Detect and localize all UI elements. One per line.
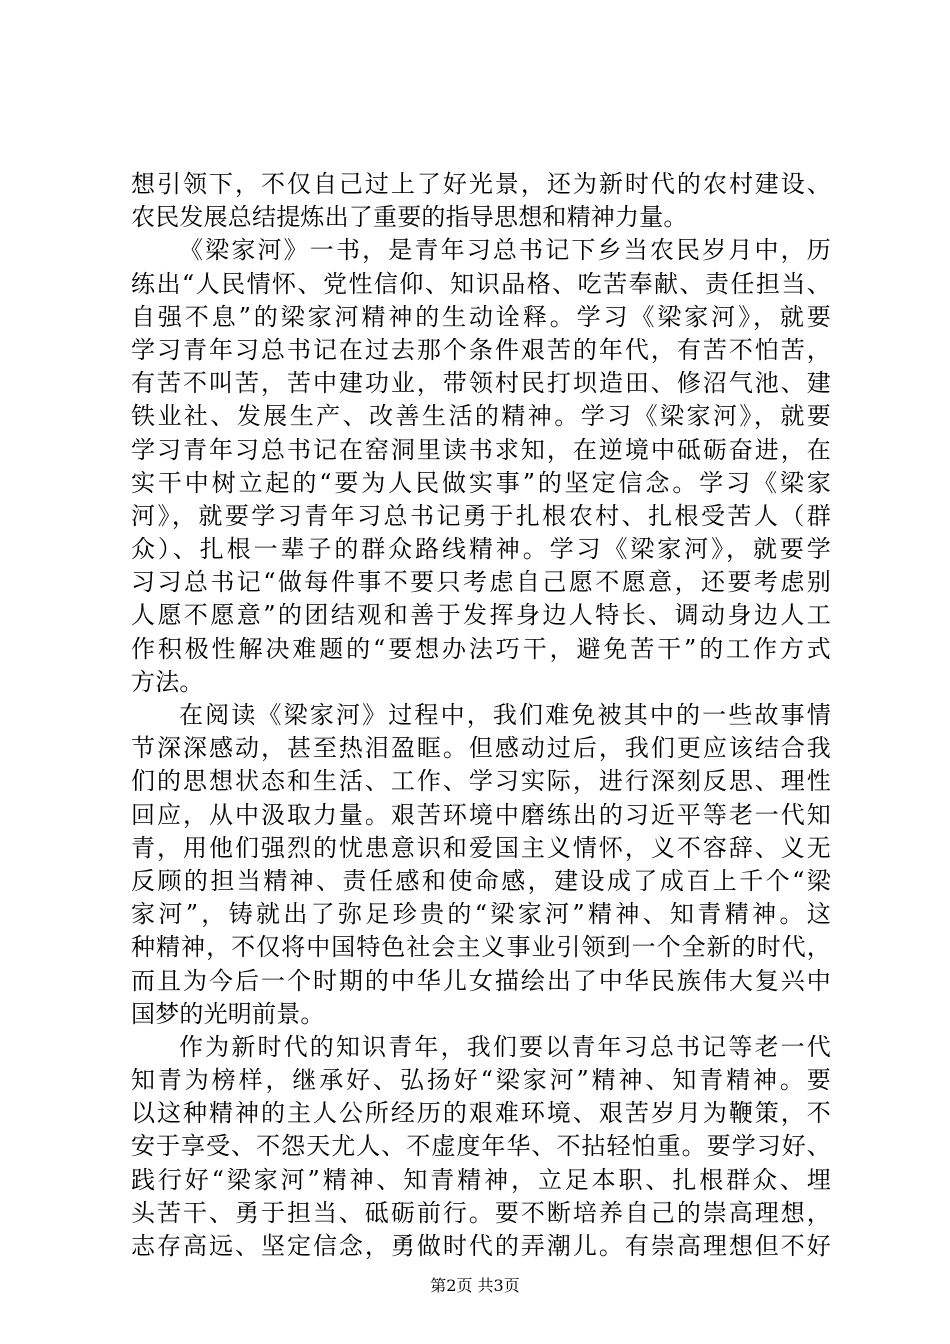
text-line: 回应，从中汲取力量。艰苦环境中磨练出的习近平等老一代知 bbox=[131, 800, 831, 829]
body-text bbox=[131, 168, 831, 1263]
text-line: 志存高远、坚定信念，勇做时代的弄潮儿。有崇高理想但不好 bbox=[131, 1232, 831, 1260]
text-line: 家河”，铸就出了弥足珍贵的“梁家河”精神、知青精神。这 bbox=[131, 900, 831, 929]
text-line: 学习青年习总书记在窑洞里读书求知，在逆境中砥砺奋进，在 bbox=[131, 435, 831, 464]
text-line: 众）、扎根一辈子的群众路线精神。学习《梁家河》，就要学 bbox=[131, 535, 831, 564]
text-line: 们的思想状态和生活、工作、学习实际，进行深刻反思、理性 bbox=[131, 767, 831, 796]
text-line: 河》，就要学习青年习总书记勇于扎根农村、扎根受苦人（群 bbox=[131, 501, 831, 530]
page-footer bbox=[0, 1276, 950, 1296]
text-line: 习习总书记“做每件事不要只考虑自己愿不愿意，还要考虑别 bbox=[131, 568, 831, 597]
paragraph-start-line: 《梁家河》一书，是青年习总书记下乡当农民岁月中，历 bbox=[179, 236, 831, 265]
text-line: 自强不息”的梁家河精神的生动诠释。学习《梁家河》，就要 bbox=[131, 302, 831, 331]
text-line: 有苦不叫苦，苦中建功业，带领村民打坝造田、修沼气池、建 bbox=[131, 369, 831, 398]
text-line: 国梦的光明前景。 bbox=[131, 999, 325, 1028]
text-line: 而且为今后一个时期的中华儿女描绘出了中华民族伟大复兴中 bbox=[131, 966, 831, 995]
text-line: 青，用他们强烈的忧患意识和爱国主义情怀，义不容辞、义无 bbox=[131, 833, 831, 862]
text-line: 践行好“梁家河”精神、知青精神，立足本职、扎根群众、埋 bbox=[131, 1165, 831, 1194]
text-line: 人愿不愿意”的团结观和善于发挥身边人特长、调动身边人工 bbox=[131, 601, 831, 630]
text-line: 农民发展总结提炼出了重要的指导思想和精神力量。 bbox=[131, 203, 688, 232]
text-line: 头苦干、勇于担当、砥砺前行。要不断培养自己的崇高理想， bbox=[131, 1198, 831, 1227]
text-line: 方法。 bbox=[131, 667, 204, 696]
text-line: 学习青年习总书记在过去那个条件艰苦的年代，有苦不怕苦， bbox=[131, 335, 831, 364]
text-line: 以这种精神的主人公所经历的艰难环境、艰苦岁月为鞭策，不 bbox=[131, 1099, 831, 1128]
text-line: 想引领下，不仅自己过上了好光景，还为新时代的农村建设、 bbox=[131, 170, 831, 198]
text-line: 节深深感动，甚至热泪盈眶。但感动过后，我们更应该结合我 bbox=[131, 734, 831, 763]
text-line: 安于享受、不怨天尤人、不虚度年华、不拈轻怕重。要学习好、 bbox=[131, 1132, 831, 1161]
text-line: 实干中树立起的“要为人民做实事”的坚定信念。学习《梁家 bbox=[131, 468, 831, 497]
text-line: 知青为榜样，继承好、弘扬好“梁家河”精神、知青精神。要 bbox=[131, 1066, 831, 1095]
text-line: 练出“人民情怀、党性信仰、知识品格、吃苦奉献、责任担当、 bbox=[131, 269, 831, 298]
text-line: 反顾的担当精神、责任感和使命感，建设成了成百上千个“梁 bbox=[131, 866, 831, 895]
text-line: 铁业社、发展生产、改善生活的精神。学习《梁家河》，就要 bbox=[131, 402, 831, 431]
page-indicator: 第2页 共3页 bbox=[430, 1276, 520, 1295]
text-line: 作积极性解决难题的“要想办法巧干，避免苦干”的工作方式 bbox=[131, 634, 831, 663]
paragraph-start-line: 在阅读《梁家河》过程中，我们难免被其中的一些故事情 bbox=[179, 701, 831, 729]
paragraph-start-line: 作为新时代的知识青年，我们要以青年习总书记等老一代 bbox=[179, 1032, 831, 1061]
text-line: 种精神，不仅将中国特色社会主义事业引领到一个全新的时代， bbox=[131, 933, 831, 962]
